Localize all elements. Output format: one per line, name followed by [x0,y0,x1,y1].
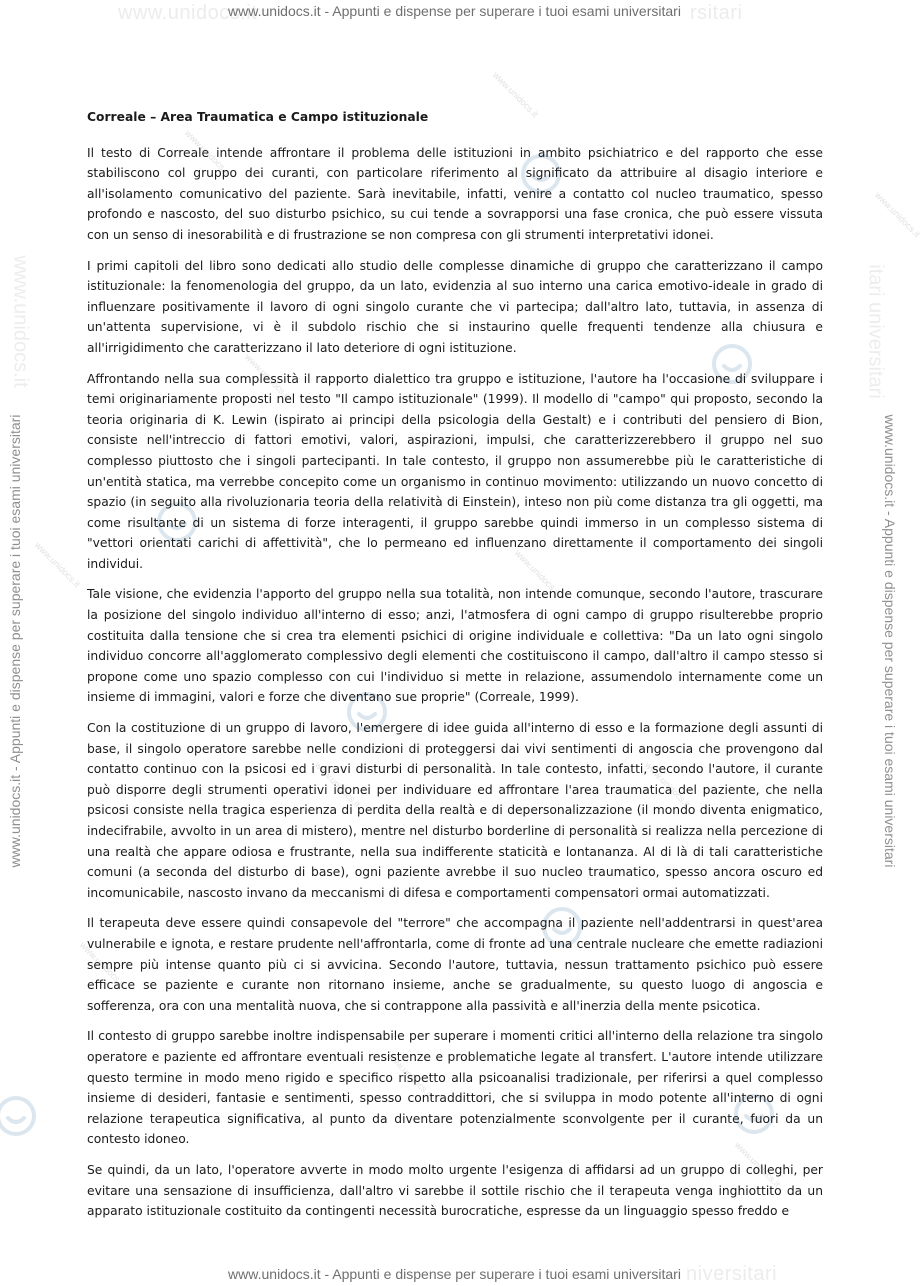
left-side-watermark: www.unidocs.it - Appunti e dispense per superare i tuoi esami universitari [7,414,23,868]
header-ghost-watermark: www.unidocs.it [118,2,258,24]
unidocs-logo-icon [0,1094,38,1138]
paragraph: I primi capitoli del libro sono dedicati allo studio delle complesse dinamiche di gruppo che caratterizzano il campo istituzionale: la fenomenologia del gruppo, da un lato, evidenzia al suo interno una carica emotivo-ideale in grado di influenzare positivamente il lavoro di ogni singolo curante che vi partecipa; dall'altro lato, tuttavia, in assenza di un'attenta supervisione, vi è il subdolo rischio che si instaurino quelle frequenti tendenze alla chiusura e all'irrigidimento che caratterizzano il lato deteriore di ogni istituzione. [87,258,823,355]
document-title: Correale – Area Traumatica e Campo istituzionale [87,110,429,124]
left-side-ghost-watermark: www.unidocs.it [9,255,32,388]
diagonal-watermark: www.unidocs.it [384,1050,435,1100]
diagonal-watermark: www.unidocs.it [182,128,233,178]
paragraph: Con la costituzione di un gruppo di lavoro, l'emergere di idee guida all'interno di esso e la formazione degli assunti di base, il singolo operatore sarebbe nelle condizioni di proteggersi dai vivi sentimenti di angoscia che provengono dal contatto continuo con la psicosi ed i gravi disturbi di personalità. In tale contesto, infatti, secondo l'autore, il curante può disporre degli strumenti operativi idonei per individuare ed affrontare l'area traumatica del paziente, che nella psicosi consiste nella tragica esperienza di perdita della realtà e di depersonalizzazione (il mondo diventa enigmatico, indecifrabile, avvolto in un area di mistero), mentre nel disturbo borderline di personalità si realizza nella percezione di una realtà che appare odiosa e frustrante, nella sua indifferente staticità e lontananza. Al di là di tali caratteristiche comuni (a seconda del disturbo di base), ogni paziente avrebbe il suo nucleo traumatico, spesso ancora oscuro ed incomunicabile, nascosto invano da meccanismi di difesa e comportamenti compensatori ormai automatizzati. [87,721,823,900]
paragraph: Il contesto di gruppo sarebbe inoltre indispensabile per superare i momenti critici all'interno della relazione tra singolo operatore e paziente ed affrontare eventuali resistenze e problematiche legate al transfert. L'autore intende utilizzare questo termine in modo meno rigido e specifico rispetto alla psicoanalisi tradizionale, per riferirsi a quel complesso insieme di desideri, fantasie e sentimenti, spesso contraddittori, che si sviluppa in modo potente all'interno di ogni relazione terapeutica significativa, al punto da diventare potenzialmente sconvolgente per il curante, fuori da un contesto idoneo. [87,1029,823,1147]
header-ghost-watermark-right: rsitari [690,2,743,24]
diagonal-watermark: www.unidocs.it [490,70,541,120]
paragraph: Affrontando nella sua complessità il rapporto dialettico tra gruppo e istituzione, l'autore ha l'occasione di sviluppare i temi originariamente proposti nel testo "Il campo istituzionale" (1999). Il modello di "campo" qui proposto, secondo la teoria originaria di K. Lewin (ispirato ai principi della psicologia della Gestalt) e i contributi del pensiero di Bion, consiste nell'intreccio di fattori emotivi, valori, aspirazioni, impulsi, che caratterizzerebbero il gruppo nel suo complesso piuttosto che i singoli partecipanti. In tale contesto, il gruppo non assumerebbe più le caratteristiche di un'entità statica, ma verrebbe concepito come un organismo in continuo movimento: utilizzando un nuovo concetto di spazio (in seguito alla rivoluzionaria teoria della relatività di Einstein), inteso non più come distanza tra gli oggetti, ma come risultante di un sistema di forze interagenti, il gruppo sarebbe quindi immerso in un complesso sistema di "vettori orientati carichi di affettività", che lo permeano ed influenzano direttamente il comportamento dei singoli individui. [87,371,823,571]
paragraph: Tale visione, che evidenzia l'apporto del gruppo nella sua totalità, non intende comunque, secondo l'autore, trascurare la posizione del singolo individuo all'interno di esso; anzi, l'atmosfera di ogni campo di gruppo risulterebbe proprio costituita dalla tensione che si crea tra elementi psichici di origine individuale e collettiva: "Da un lato ogni singolo individuo concorre all'agglomerato complessivo degli elementi che costituiscono il campo, dall'altro il campo stesso si propone come uno spazio complesso con cui l'individuo si mette in relazione, assumendolo internamente come un insieme di immagini, valori e forze che diventano sue proprie" (Correale, 1999). [87,587,823,705]
header-watermark: www.unidocs.it - Appunti e dispense per superare i tuoi esami universitari [228,3,681,19]
right-side-watermark: www.unidocs.it - Appunti e dispense per superare i tuoi esami universitari [882,414,898,868]
document-body [87,107,823,1232]
paragraph: Se quindi, da un lato, l'operatore avverte in modo molto urgente l'esigenza di affidarsi ad un gruppo di colleghi, per evitare una sensazione di insufficienza, dall'altro vi sarebbe il sottile rischio che il terapeuta venga inghiottito da un apparato istituzionale costituito da contingenti necessità burocratiche, espresse da un linguaggio spesso freddo e [87,1162,823,1219]
footer-ghost-watermark-right: niversitari [686,1263,778,1285]
diagonal-watermark: www.unidocs.it [732,1140,783,1190]
paragraph: Il testo di Correale intende affrontare il problema delle istituzioni in ambito psichiatrico e del rapporto che esse stabiliscono col gruppo dei curanti, con particolare riferimento al significato da attribuire al disagio interiore e all'isolamento comunicativo del paziente. Sarà inevitabile, infatti, venire a contatto col nucleo traumatico, spesso profondo e nascosto, del suo disturbo psichico, su cui tende a sovrapporsi una fase cronica, che può essere vissuta con un senso di inesorabilità e di frustrazione se non compresa con gli strumenti interpretativi idonei. [87,145,823,242]
diagonal-watermark: www.unidocs.it [872,190,922,240]
right-side-ghost-watermark: itari universitari [864,264,887,399]
diagonal-watermark: www.unidocs.it [77,940,128,990]
diagonal-watermark: www.unidocs.it [242,352,293,402]
paragraph: Il terapeuta deve essere quindi consapevole del "terrore" che accompagna il paziente nell'addentrarsi in quest'area vulnerabile e ignota, e restare prudente nell'affrontarla, come di fronte ad una centrale nucleare che emette radiazioni sempre più intense quanto più ci si avvicina. Secondo l'autore, tuttavia, nessun trattamento psichico può essere efficace se paziente e curante non ritornano insieme, anche se gradualmente, su questo luogo di angoscia e sofferenza, ora con una mentalità nuova, che si contrappone alla passività e all'inerzia della mente psicotica. [87,916,823,1013]
diagonal-watermark: www.unidocs.it [312,760,363,810]
diagonal-watermark: www.unidocs.it [512,548,563,598]
footer-watermark: www.unidocs.it - Appunti e dispense per superare i tuoi esami universitari [228,1266,681,1282]
diagonal-watermark: www.unidocs.it [642,760,693,810]
diagonal-watermark: www.unidocs.it [32,540,83,590]
